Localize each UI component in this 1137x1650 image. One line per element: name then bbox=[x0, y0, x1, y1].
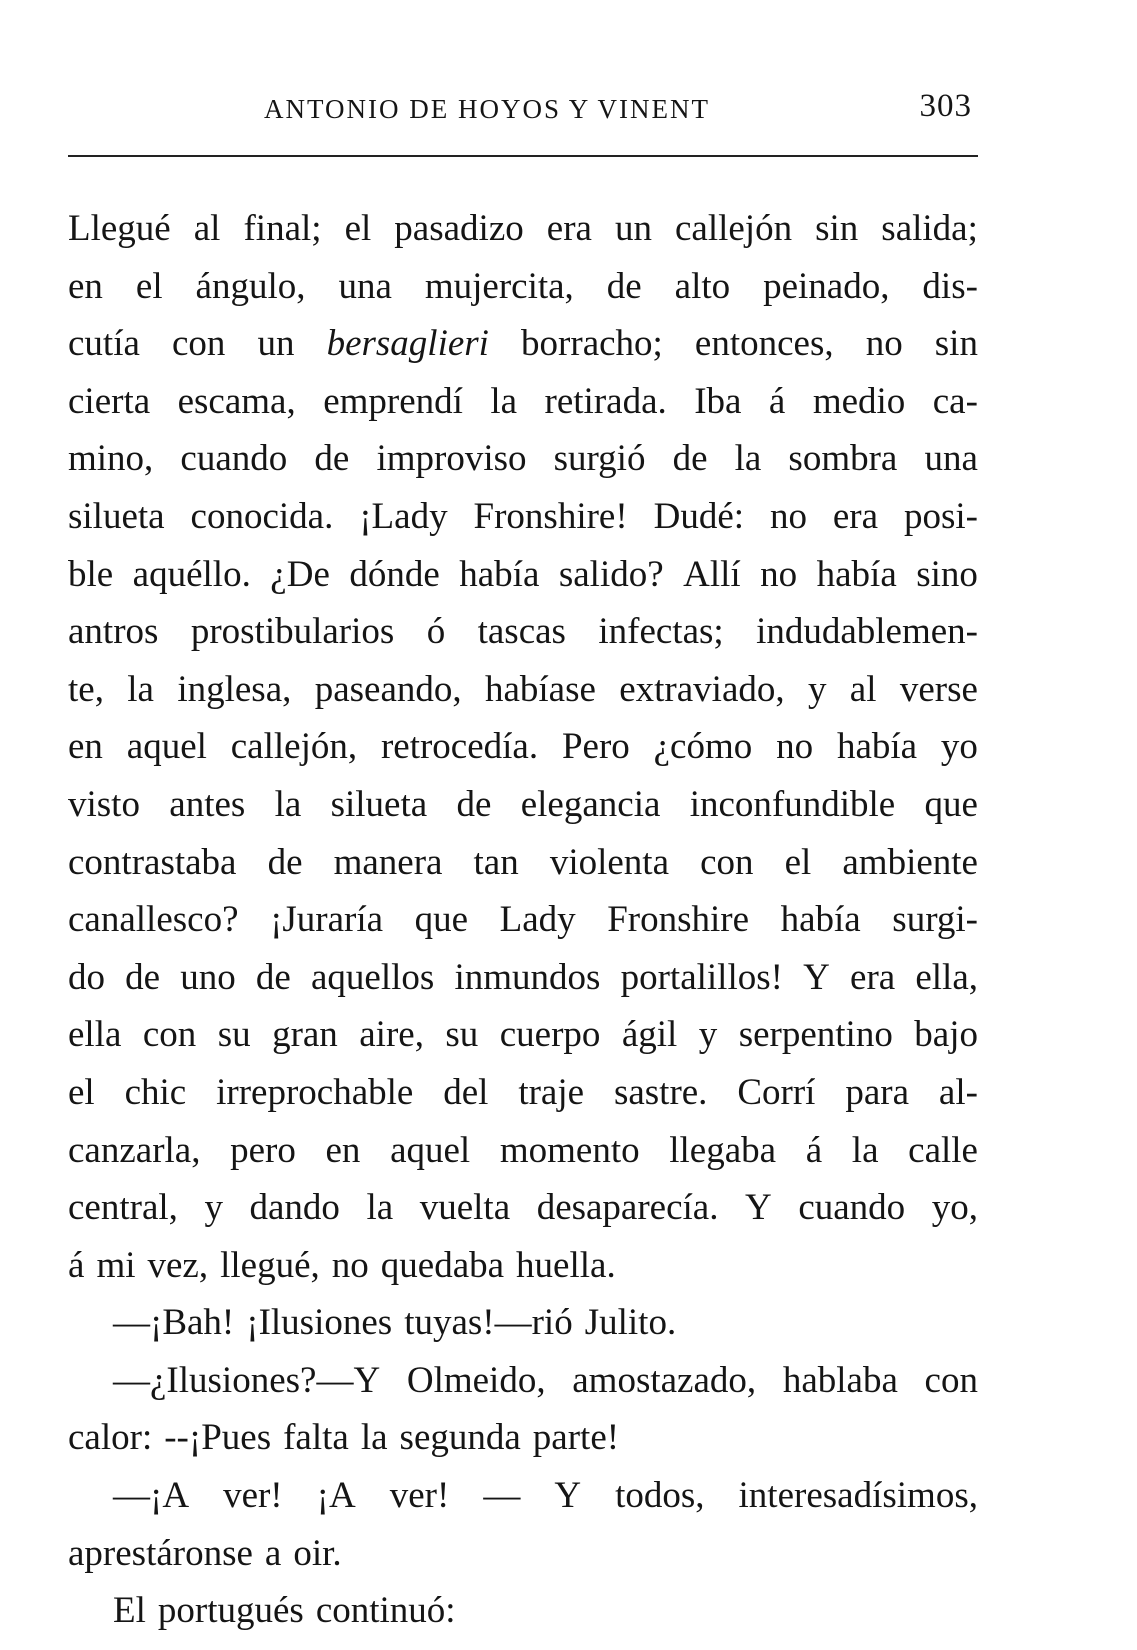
text-line: canallesco? ¡Juraría que Lady Fronshire había surgi- bbox=[68, 899, 978, 941]
text-line: en aquel callejón, retrocedía. Pero ¿cómo no había yo bbox=[68, 726, 978, 768]
running-head bbox=[68, 88, 978, 128]
text-line: visto antes la silueta de elegancia inconfundible que bbox=[68, 783, 978, 825]
text-line: á mi vez, llegué, no quedaba huella. bbox=[68, 1244, 616, 1286]
page-number: 303 bbox=[919, 88, 972, 124]
text-line: canzarla, pero en aquel momento llegaba á la calle bbox=[68, 1129, 978, 1171]
text-line: cierta escama, emprendí la retirada. Iba á medio ca- bbox=[68, 380, 978, 422]
text-line: aprestáronse a oir. bbox=[68, 1532, 342, 1574]
text-line: antros prostibularios ó tascas infectas; indudablemen- bbox=[68, 611, 978, 653]
body-text bbox=[68, 200, 978, 1640]
text-line: —¡A ver! ¡A ver! — Y todos, interesadísimos, bbox=[113, 1475, 978, 1517]
text-line: —¡Bah! ¡Ilusiones tuyas!—rió Julito. bbox=[113, 1302, 677, 1344]
text-line: te, la inglesa, paseando, habíase extraviado, y al verse bbox=[68, 668, 978, 710]
text-line: el chic irreprochable del traje sastre. Corrí para al- bbox=[68, 1071, 978, 1113]
text-line: do de uno de aquellos inmundos portalillos! Y era ella, bbox=[68, 956, 978, 998]
text-line: ble aquéllo. ¿De dónde había salido? Allí no había sino bbox=[68, 553, 978, 595]
text-line: cutía con un bersaglieri borracho; entonces, no sin bbox=[68, 323, 978, 365]
text-line: contrastaba de manera tan violenta con el ambiente bbox=[68, 841, 978, 883]
running-head-author: ANTONIO DE HOYOS Y VINENT bbox=[264, 94, 710, 124]
text-line: ella con su gran aire, su cuerpo ágil y serpentino bajo bbox=[68, 1014, 978, 1056]
text-line: —¿Ilusiones?—Y Olmeido, amostazado, hablaba con bbox=[113, 1359, 978, 1401]
text-line: calor: --¡Pues falta la segunda parte! bbox=[68, 1417, 620, 1459]
text-line: El portugués continuó: bbox=[113, 1590, 456, 1632]
header-rule bbox=[68, 155, 978, 157]
text-line: en el ángulo, una mujercita, de alto peinado, dis- bbox=[68, 265, 978, 307]
text-line: mino, cuando de improviso surgió de la sombra una bbox=[68, 438, 978, 480]
text-line: silueta conocida. ¡Lady Fronshire! Dudé: no era posi- bbox=[68, 495, 978, 537]
text-line: central, y dando la vuelta desaparecía. Y cuando yo, bbox=[68, 1187, 978, 1229]
text-line: Llegué al final; el pasadizo era un callejón sin salida; bbox=[68, 208, 978, 249]
